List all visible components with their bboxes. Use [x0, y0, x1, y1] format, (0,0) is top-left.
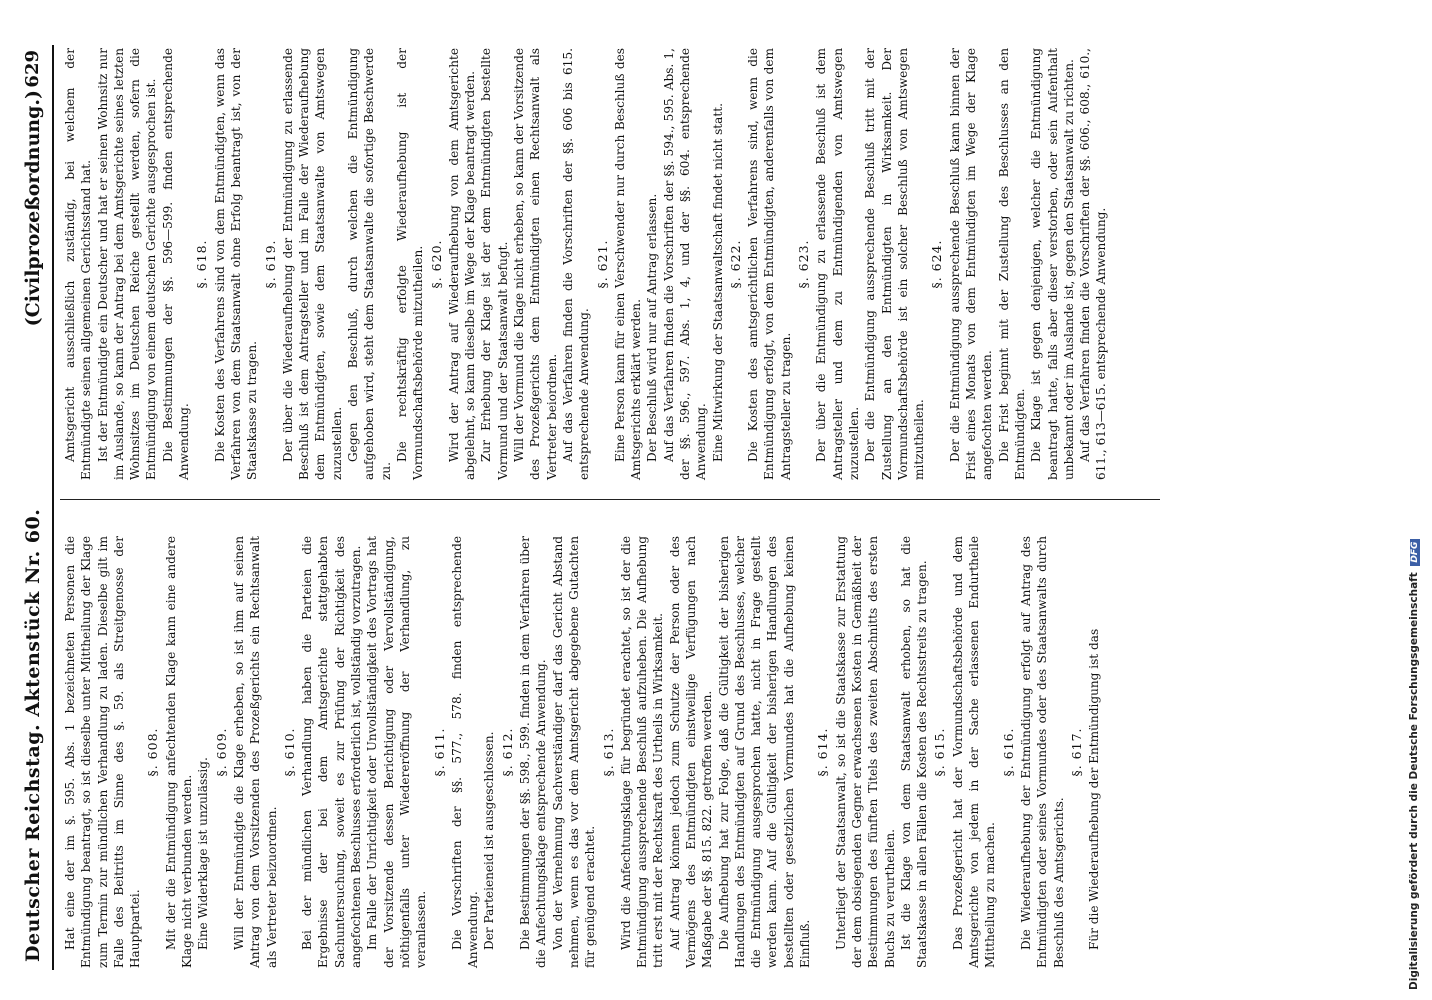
right-section-heading: §. 624.	[929, 239, 945, 289]
right-paragraph: Die Kosten des amtsgerichtlichen Verfahrens sind, wenn die Entmündigung erfolgt, von dem Entmündigten, anderenfalls von dem Antragsteller zu tragen.	[746, 48, 793, 480]
digitization-credit	[1408, 450, 1426, 990]
left-paragraph: Wird die Anfechtungsklage für begründet erachtet, so ist der die Entmündigung aussprechende Beschluß aufzuheben. Die Aufhebung tritt erst mit der Rechtskraft des Urtheils in Wirksamkeit.	[618, 536, 666, 968]
left-paragraph: Die Bestimmungen der §§. 598., 599. finden in dem Verfahren über die Anfechtungsklage entsprechende Anwendung.	[518, 536, 549, 968]
left-paragraph: Will der Entmündigte die Klage erheben, so ist ihm auf seinen Antrag von dem Vorsitzenden des Prozeßgerichts ein Rechtsanwalt als Vertreter beizuordnen.	[231, 536, 279, 968]
left-paragraph: Ist die Klage von dem Staatsanwalt erhoben, so hat die Staatskasse in allen Fällen die Kosten des Rechtsstreits zu tragen.	[898, 536, 930, 968]
left-paragraph: Im Falle der Unrichtigkeit oder Unvollständigkeit des Vortrags hat der Vorsitzende dessen Berichtigung oder Vervollständigung, nöthigenfalls unter Wiedereröffnung der Verhandlung, zu veranlassen.	[365, 536, 429, 968]
left-paragraph: Auf Antrag können jedoch zum Schutze der Person oder des Vermögens des Entmündigten einstweilige Verfügungen nach Maßgabe der §§. 815. 822. getroffen werden.	[667, 536, 715, 968]
right-paragraph: Der die Entmündigung aussprechende Beschluß kann binnen der Frist eines Monats von dem Entmündigten im Wege der Klage angefochten werden.	[947, 48, 995, 480]
right-paragraph: Der über die Wiederaufhebung der Entmündigung zu erlassende Beschluß ist dem Antragsteller und im Falle der Wiederaufhebung dem Entmündigten, sowie dem Staatsanwalte von Amtswegen zuzustellen.	[280, 48, 344, 480]
right-paragraph: Der Beschluß wird nur auf Antrag erlassen.	[645, 193, 660, 462]
header-rule	[52, 45, 54, 970]
left-paragraph: Die Aufhebung hat zur Folge, daß die Gültigkeit der bisherigen Handlungen des Entmündigten auf Grund des Beschlusses, welcher die Entmündigung ausgesprochen hatte, nicht in Frage gestellt werden kann. Auf die Gültigkeit der bisherigen Handlungen des bestellten oder gesetzlichen Vormundes hat die Aufhebung keinen Einfluß.	[716, 536, 813, 968]
right-paragraph: Wird der Antrag auf Wiederaufhebung von dem Amtsgerichte abgelehnt, so kann dieselbe im Wege der Klage beantragt werden.	[446, 48, 478, 480]
right-paragraph: Die Kosten des Verfahrens sind von dem Entmündigten, wenn das Verfahren von dem Staatsanwalt ohne Erfolg beantragt ist, von der Staatskasse zu tragen.	[212, 48, 260, 480]
left-section-heading: §. 614.	[815, 727, 831, 777]
running-head-subject: (Civilprozeßordnung.)	[22, 90, 44, 327]
left-section-heading: §. 610.	[281, 727, 297, 777]
right-paragraph: Die rechtskräftig erfolgte Wiederaufhebung ist der Vormundschaftsbehörde mitzutheilen.	[394, 48, 426, 480]
left-paragraph: Von der Vernehmung Sachverständiger darf das Gericht Abstand nehmen, wenn es das vor dem Amtsgericht abgegebene Gutachten für genügend erachtet.	[550, 536, 598, 968]
left-paragraph: Unterliegt der Staatsanwalt, so ist die Staatskasse zur Erstattung der dem obsiegenden Gegner erwachsenen Kosten in Gemäßheit der Bestimmungen des fünften Titels des zweiten Abschnitts des ersten Buchs zu verurtheilen.	[833, 536, 897, 968]
right-section-heading: §. 622.	[727, 239, 743, 289]
running-head-title: Deutscher Reichstag. Aktenstück Nr. 60.	[22, 508, 44, 962]
left-paragraph: Das Prozeßgericht hat der Vormundschaftsbehörde und dem Amtsgerichte von jedem in der Sache erlassenen Endurtheile Mittheilung zu machen.	[950, 536, 998, 968]
left-section-heading: §. 612.	[499, 727, 515, 777]
right-paragraph: Eine Mitwirkung der Staatsanwaltschaft findet nicht statt.	[710, 103, 725, 462]
left-section-heading: §. 611.	[431, 727, 447, 777]
right-paragraph: Auf das Verfahren finden die Vorschriften der §§. 606 bis 615. entsprechende Anwendung.	[560, 48, 592, 480]
left-paragraph: Hat eine der im §. 595. Abs. 1 bezeichneten Personen die Entmündigung beantragt, so ist dieselbe unter Mittheilung der Klage zum Termin zur mündlichen Verhandlung zu laden. Dieselbe gilt im Falle des Beitritts im Sinne des §. 59. als Streitgenosse der Hauptpartei.	[63, 536, 143, 968]
left-paragraph: Mit der die Entmündigung anfechtenden Klage kann eine andere Klage nicht verbunden werden.	[163, 536, 195, 968]
right-paragraph: Ist der Entmündigte ein Deutscher und hat er seinen Wohnsitz nur im Auslande, so kann der Antrag bei dem Amtsgerichte seines letzten Wohnsitzes im Deutschen Reiche gestellt werden, sofern die Entmündigung von einem deutschen Gerichte ausgesprochen ist.	[95, 48, 159, 480]
page-number: 629	[22, 50, 43, 88]
left-section-heading: §. 617.	[1068, 727, 1084, 777]
right-paragraph: Zur Erhebung der Klage ist der dem Entmündigten bestellte Vormund und der Staatsanwalt befugt.	[479, 48, 510, 480]
right-paragraph: Auf das Verfahren finden die Vorschriften der §§. 594., 595. Abs. 1, der §§. 596., 597. Abs. 1, 4, und der §§. 604. entsprechende Anwendung.	[661, 48, 709, 480]
left-paragraph: Der Parteieneid ist ausgeschlossen.	[482, 731, 497, 950]
left-paragraph: Die Vorschriften der §§. 577., 578. finden entsprechende Anwendung.	[449, 536, 481, 968]
left-section-heading: §. 608.	[145, 727, 161, 777]
left-section-heading: §. 609.	[213, 727, 229, 777]
left-paragraph: Für die Wiederaufhebung der Entmündigung ist das	[1087, 628, 1102, 950]
left-paragraph: Bei der mündlichen Verhandlung haben die Parteien die Ergebnisse der bei dem Amtsgerichte stattgehabten Sachuntersuchung, soweit es zur Prüfung der Richtigkeit des angefochtenen Beschlusses erforderlich ist, vollständig vorzutragen.	[300, 536, 364, 968]
right-section-heading: §. 623.	[796, 239, 812, 289]
right-paragraph: Gegen den Beschluß, durch welchen die Entmündigung aufgehoben wird, steht dem Staatsanwalte die sofortige Beschwerde zu.	[346, 48, 393, 480]
left-paragraph: Die Wiederaufhebung der Entmündigung erfolgt auf Antrag des Entmündigten oder seines Vormundes oder des Staatsanwalts durch Beschluß des Amtsgerichts.	[1018, 536, 1066, 968]
right-section-heading: §. 621.	[594, 239, 610, 289]
right-paragraph: Der über die Entmündigung zu erlassende Beschluß ist dem Antragsteller und dem zu Entmündigenden von Amtswegen zuzustellen.	[814, 48, 861, 480]
right-paragraph: Will der Vormund die Klage nicht erheben, so kann der Vorsitzende des Prozeßgerichts dem Entmündigten einen Rechtsanwalt als Vertreter beiordnen.	[512, 48, 559, 480]
right-paragraph: Die Frist beginnt mit der Zustellung des Beschlusses an den Entmündigten.	[996, 48, 1027, 480]
right-section-heading: §. 618.	[194, 239, 210, 289]
right-paragraph: Auf das Verfahren finden die Vorschriften der §§. 606., 608., 610., 611., 613—615. entsprechende Anwendung.	[1078, 48, 1109, 480]
right-section-heading: §. 619.	[262, 239, 278, 289]
left-section-heading: §. 613.	[600, 727, 616, 777]
left-text-column	[62, 536, 1102, 968]
left-section-heading: §. 615.	[932, 727, 948, 777]
running-head	[22, 50, 48, 970]
left-section-heading: §. 616.	[1000, 727, 1016, 777]
right-paragraph: Amtsgericht ausschließlich zuständig, bei welchem der Entmündigte seinen allgemeinen Gerichtsstand hat.	[63, 48, 94, 480]
left-paragraph: Eine Widerklage ist unzulässig.	[196, 757, 211, 950]
right-section-heading: §. 620.	[428, 239, 444, 289]
right-paragraph: Der die Entmündigung aussprechende Beschluß tritt mit der Zustellung an den Entmündigten in Wirksamkeit. Der Vormundschaftsbehörde ist ein solcher Beschluß von Amtswegen mitzutheilen.	[863, 48, 927, 480]
right-paragraph: Die Klage ist gegen denjenigen, welcher die Entmündigung beantragt hatte, falls aber dieser verstorben, oder sein Aufenthalt unbekannt oder im Auslande ist, gegen den Staatsanwalt zu richten.	[1029, 48, 1076, 480]
dfg-logo: DFG	[1410, 539, 1420, 566]
column-divider	[60, 499, 1160, 500]
right-paragraph: Die Bestimmungen der §§. 596—599. finden entsprechende Anwendung.	[160, 48, 192, 480]
digitization-credit-text: Digitalisierung gefördert durch die Deutsche Forschungsgemeinschaft	[1408, 572, 1420, 990]
right-text-column	[62, 48, 1110, 480]
right-paragraph: Eine Person kann für einen Verschwender nur durch Beschluß des Amtsgerichts erklärt werden.	[612, 48, 644, 480]
